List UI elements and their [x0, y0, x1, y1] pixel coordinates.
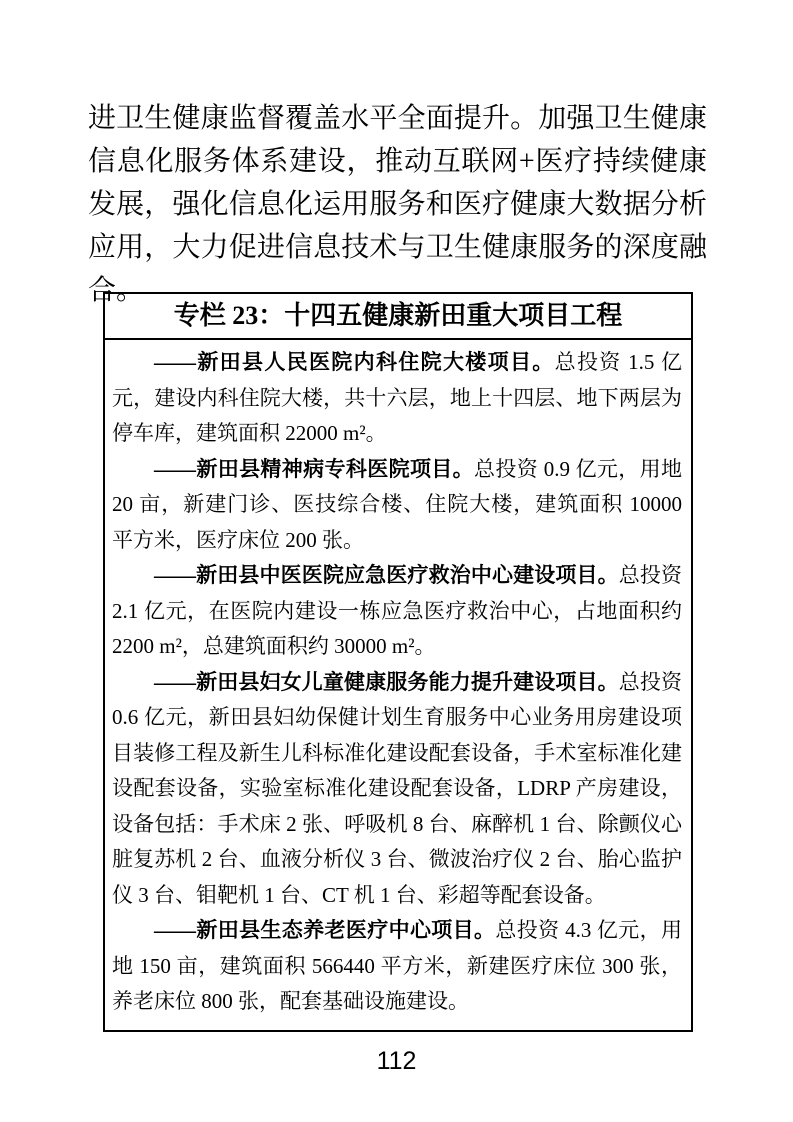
project-description: 总投资 0.9 亿元，用地 20 亩，新建门诊、医技综合楼、住院大楼，建筑面积 10000 平方米，医疗床位 200 张。: [112, 456, 683, 552]
intro-paragraph: 进卫生健康监督覆盖水平全面提升。加强卫生健康信息化服务体系建设，推动互联网+医疗持续健康发展，强化信息化运用服务和医疗健康大数据分析应用，大力促进信息技术与卫生健康服务的深度融合。: [88, 103, 707, 306]
box-title: 专栏 23：十四五健康新田重大项目工程: [105, 294, 691, 340]
project-description: 总投资 2.1 亿元，在医院内建设一栋应急医疗救治中心，占地面积约 2200 m²，总建筑面积约 30000 m²。: [112, 563, 683, 658]
project-item: [112, 558, 682, 665]
project-name: ——新田县精神病专科医院项目。: [154, 456, 475, 481]
project-name: ——新田县妇女儿童健康服务能力提升建设项目。: [154, 669, 619, 694]
project-box: [103, 292, 693, 1032]
project-description: 总投资 1.5 亿元，建设内科住院大楼，共十六层，地上十四层、地下两层为停车库，建筑面积 22000 m²。: [112, 350, 683, 445]
project-item: [112, 345, 682, 452]
project-name: ——新田县生态养老医疗中心项目。: [154, 918, 496, 942]
project-item: [112, 913, 682, 1020]
project-description: 总投资 4.3 亿元，用地 150 亩，建筑面积 566440 平方米，新建医疗床位 300 张，养老床位 800 张，配套基础设施建设。: [112, 918, 683, 1013]
project-item: [112, 452, 682, 559]
project-item: [112, 665, 682, 914]
project-description: 总投资 0.6 亿元，新田县妇幼保健计划生育服务中心业务用房建设项目装修工程及新生儿科标准化建设配套设备，手术室标准化建设配套设备，实验室标准化建设配套设备，LDRP 产房建设，设备包括：手术床 2 张、呼吸机 8 台、麻醉机 1 台、除颤仪心脏复苏机 2 台、血液分析仪 3 台、微波治疗仪 2 台、胎心监护仪 3 台、钼靶机 1 台、CT 机 1 台、彩超等配套设备。: [112, 669, 683, 907]
project-name: ——新田县人民医院内科住院大楼项目。: [154, 350, 555, 374]
project-name: ——新田县中医医院应急医疗救治中心建设项目。: [154, 563, 619, 587]
box-body: [105, 340, 691, 1030]
page-number: 112: [376, 1047, 417, 1075]
